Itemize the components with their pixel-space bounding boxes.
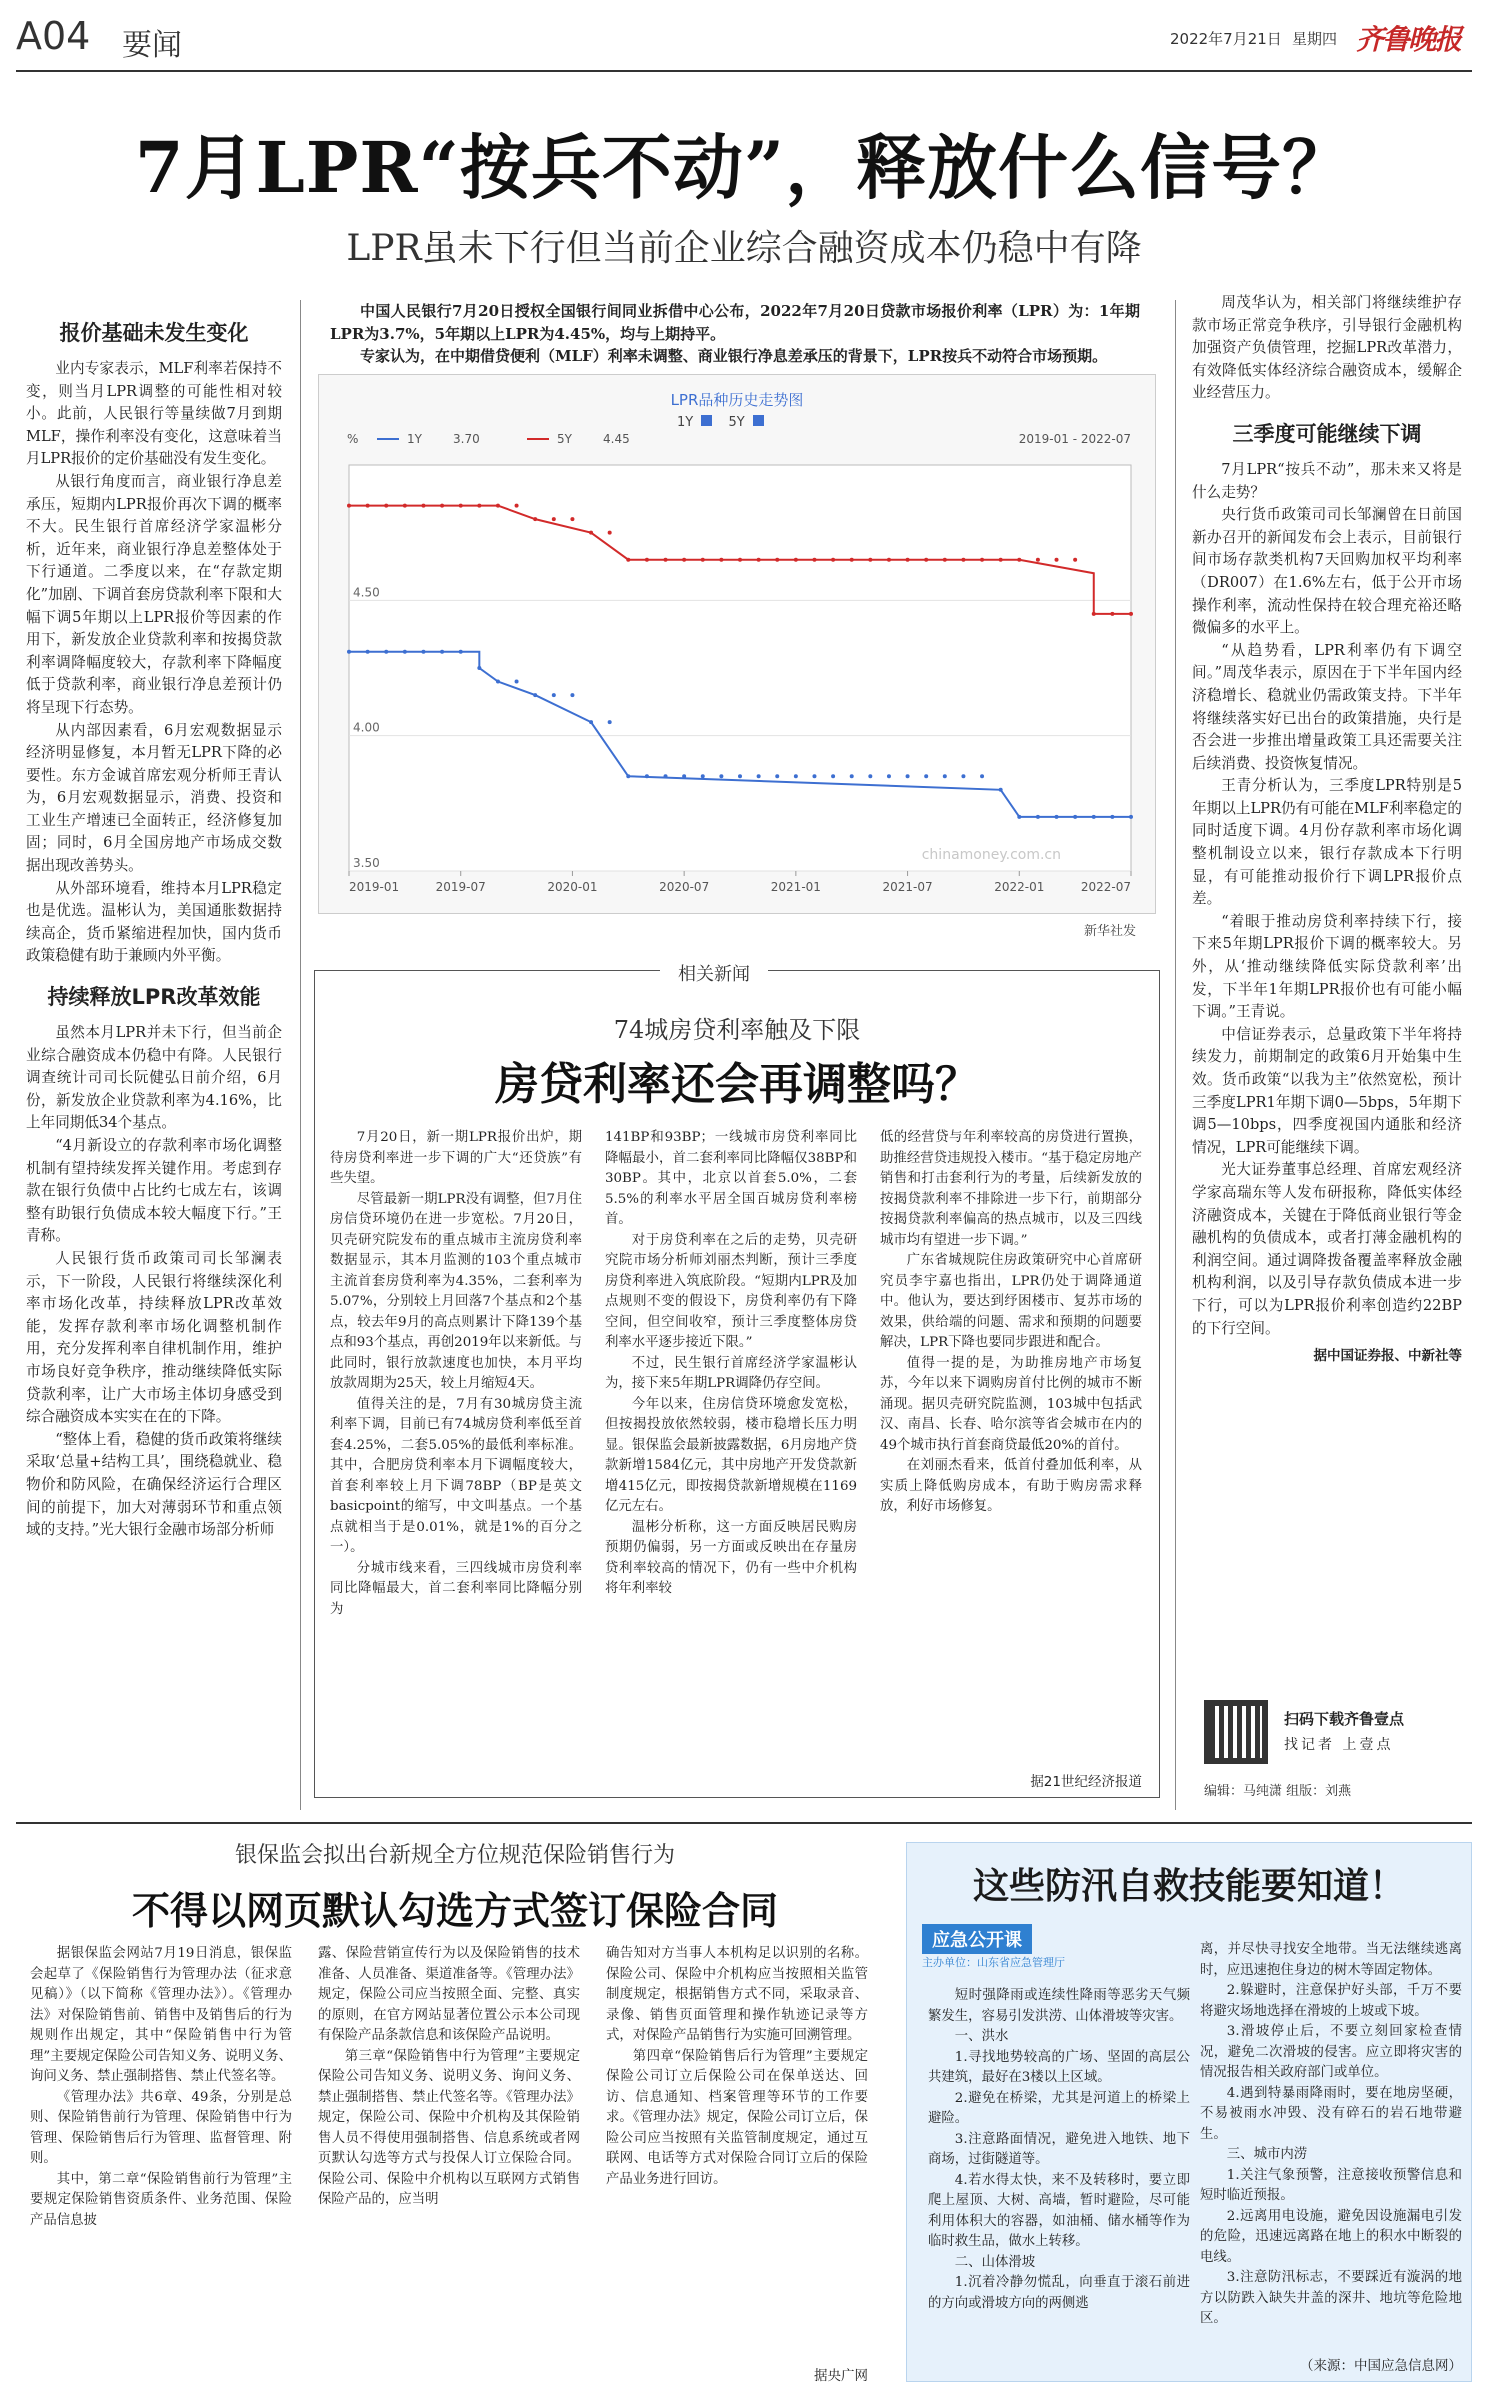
column-divider (300, 300, 301, 1810)
paragraph: 141BP和93BP；一线城市房贷利率同比降幅最小，首二套利率同比降幅仅38BP和30BP。其中，北京以首套5.0%，二套5.5%的利率水平居全国百城房贷利率榜首。 (605, 1130, 857, 1227)
data-point (664, 558, 668, 562)
data-point (924, 558, 928, 562)
paragraph: 广东省城规院住房政策研究中心首席研究员李宇嘉也指出，LPR仍处于调降通道中。他认为，要达到纾困楼市、复苏市场的效果，供给端的问题、需求和预期的问题要解决，LPR下降也要同步跟进和配合。 (880, 1253, 1142, 1350)
data-point (384, 504, 388, 508)
paragraph: 1.寻找地势较高的广场、坚固的高层公共建筑，最好在3楼以上区域。 (928, 2049, 1190, 2085)
data-point (831, 558, 835, 562)
section-heading: 持续释放LPR改革效能 (47, 985, 261, 1010)
paragraph: 7月20日，新一期LPR报价出炉，期待房贷利率进一步下调的广大“还贷族”有些失望。 (330, 1130, 582, 1186)
paragraph: 虽然本月LPR并未下行，但当前企业综合融资成本仍稳中有降。人民银行调查统计司司长阮健弘日前介绍，6月份，新发放企业贷款利率为4.16%，比上年同期低34个基点。 (26, 1024, 282, 1132)
data-point (850, 774, 854, 778)
data-point (570, 517, 574, 521)
data-point (645, 774, 649, 778)
flood-column-2 (1200, 1940, 1462, 2330)
paragraph: 4.若水得太快，来不及转移时，要立即爬上屋顶、大树、高墙，暂时避险，尽可能利用体积大的容器，如油桶、储水桶等作为临时救生品，做水上转移。 (928, 2172, 1190, 2249)
data-point (775, 558, 779, 562)
x-tick-label: 2020-07 (659, 880, 710, 894)
article-column-left (26, 318, 282, 1542)
paragraph: 3.注意防汛标志，不要踩近有漩涡的地方以防跌入缺失井盖的深井、地坑等危险地区。 (1200, 2270, 1462, 2326)
paragraph: 1.关注气象预警，注意接收预警信息和短时临近预报。 (1200, 2167, 1462, 2203)
data-point (403, 650, 407, 654)
paragraph: 2.避免在桥梁，尤其是河道上的桥梁上避险。 (928, 2090, 1190, 2126)
data-point (738, 558, 742, 562)
legend-value: 4.45 (603, 432, 630, 446)
paragraph: 据银保监会网站7月19日消息，银保监会起草了《保险销售行为管理办法（征求意见稿）》（以下简称《管理办法》）。《管理办法》对保险销售前、销售中及销售后的行为规则作出规定，其中“保险销售中行为管理”主要规定保险公司告知义务、说明义务、询问义务、禁止强制搭售、禁止代签名等。 (30, 1946, 292, 2084)
paragraph: “从趋势看，LPR利率仍有下调空间。”周茂华表示，原因在于下半年国内经济稳增长、稳就业仍需政策支持。下半年将继续落实好已出台的政策措施，央行是否会进一步推出增量政策工具还需要关注后续消费、投资恢复情况。 (1192, 641, 1462, 772)
data-point (421, 650, 425, 654)
data-point (570, 693, 574, 697)
data-point (1129, 612, 1133, 616)
editor-credit: 编辑：马纯潇 组版：刘燕 (1204, 1784, 1352, 1799)
paragraph: 第三章“保险销售中行为管理”主要规定保险公司告知义务、说明义务、询问义务、禁止强制搭售、禁止代签名等。《管理办法》规定，保险公司、保险中介机构及其保险销售人员不得使用强制搭售、信息系统或者网页默认勾选等方式与投保人订立保险合同。保险公司、保险中介机构以互联网方式销售保险产品的，应当明 (318, 2048, 580, 2207)
data-point (887, 558, 891, 562)
paragraph: 央行货币政策司司长邹澜曾在日前国新办召开的新闻发布会上表示，目前银行间市场存款类机构7天回购加权平均利率（DR007）在1.6%左右，低于公开市场操作利率，流动性保持在较合理充裕还略微偏多的水平上。 (1192, 506, 1462, 637)
data-point (440, 504, 444, 508)
x-tick-label: 2020-01 (547, 880, 598, 894)
data-point (1055, 558, 1059, 562)
masthead (0, 0, 1488, 70)
lead-paragraph: 中国人民银行7月20日授权全国银行间同业拆借中心公布，2022年7月20日贷款市场报价利率（LPR）为：1年期LPR为3.7%，5年期以上LPR为4.45%，均与上期持平。 (330, 302, 1140, 343)
paragraph: 从内部因素看，6月宏观数据显示经济明显修复，本月暂无LPR下降的必要性。东方金诚首席宏观分析师王青认为，6月宏观数据显示，消费、投资和工业生产增速已全面转正，经济修复加固；同时，6月全国房地产市场成交数据出现改善势头。 (26, 721, 282, 875)
bottom-column-3 (606, 1944, 868, 2190)
related-source: 据21世纪经济报道 (1030, 1774, 1142, 1790)
data-point (961, 774, 965, 778)
data-point (999, 558, 1003, 562)
paragraph: 《管理办法》共6章、49条，分别是总则、保险销售前行为管理、保险销售中行为管理、保险销售后行为管理、监督管理、附则。 (30, 2089, 292, 2166)
data-point (850, 558, 854, 562)
data-point (1092, 815, 1096, 819)
flood-host: 主办单位：山东省应急管理厅 (922, 1956, 1065, 1969)
related-column-3 (880, 1128, 1142, 1518)
paragraph: 短时强降雨或连续性降雨等恶劣天气频繁发生，容易引发洪涝、山体滑坡等灾害。 (928, 1988, 1190, 2024)
paragraph: 一、洪水 (954, 2029, 1009, 2044)
article-column-right (1192, 292, 1462, 1364)
data-point (366, 650, 370, 654)
paragraph: 人民银行货币政策司司长邹澜表示，下一阶段，人民银行将继续深化利率市场化改革，持续释放LPR改革效能，发挥存款利率市场化调整机制作用，充分发挥利率自律机制作用，维护市场良好竞争秩序，推动继续降低实际贷款利率，让广大市场主体切身感受到综合融资成本实实在在的下降。 (26, 1249, 282, 1426)
related-news-tag: 相关新闻 (660, 960, 768, 986)
data-point (1017, 558, 1021, 562)
section-heading: 三季度可能继续下调 (1232, 421, 1422, 446)
data-point (608, 531, 612, 535)
y-tick-label: 4.50 (353, 585, 380, 600)
y-tick-label: 3.50 (353, 856, 380, 870)
bottom-kicker: 银保监会拟出台新规全方位规范保险销售行为 (234, 1843, 675, 1868)
paragraph: 7月LPR“按兵不动”，那未来又将是什么走势？ (1192, 460, 1462, 501)
data-point (421, 504, 425, 508)
data-point (719, 558, 723, 562)
paragraph: 2.躲避时，注意保护好头部，千万不要将避灾场地选择在滑坡的上坡或下坡。 (1200, 1983, 1462, 2019)
data-point (533, 693, 537, 697)
paragraph: 从银行角度而言，商业银行净息差承压，短期内LPR报价再次下调的概率不大。民生银行首席经济学家温彬分析，近年来，商业银行净息差整体处于下行通道。二季度以来，在“存款定期化”加剧、下调首套房贷款利率下限和大幅下调5年期以上LPR报价等因素的作用下，新发放企业贷款利率和按揭贷款利率调降幅度较大，存款利率下降幅度低于贷款利率，商业银行净息差预计仍将呈现下行态势。 (26, 472, 282, 716)
data-point (1110, 815, 1114, 819)
paragraph: 王青分析认为，三季度LPR特别是5年期以上LPR仍有可能在MLF利率稳定的同时适度下调。4月份存款利率市场化调整机制设立以来，银行存款成本下行明显，有可能推动报价行下调LPR报价点差。 (1192, 777, 1462, 908)
unit-label: % (347, 432, 359, 446)
data-point (589, 531, 593, 535)
y-tick-label: 4.00 (353, 720, 380, 735)
page-subtitle: LPR虽未下行但当前企业综合融资成本仍稳中有降 (346, 228, 1142, 269)
paragraph: 二、山体滑坡 (954, 2254, 1036, 2270)
flood-source: （来源：中国应急信息网） (1300, 2358, 1462, 2374)
qr-code[interactable] (1204, 1700, 1268, 1764)
related-column-1 (330, 1128, 582, 1620)
column-divider (1175, 300, 1176, 1810)
paragraph: 其中，第二章“保险销售前行为管理”主要规定保险销售资质条件、业务范围、保险产品信息披 (30, 2171, 292, 2228)
data-point (980, 774, 984, 778)
paragraph: 周茂华认为，相关部门将继续维护存款市场正常竞争秩序，引导银行金融机构加强资产负债管理，挖掘LPR改革潜力，有效降低实体经济综合融资成本，缓解企业经营压力。 (1192, 294, 1462, 402)
data-point (757, 558, 761, 562)
data-point (1073, 558, 1077, 562)
lpr-chart (318, 374, 1156, 914)
data-point (589, 720, 593, 724)
data-point (719, 774, 723, 778)
lead-block (330, 300, 1140, 368)
chart-title: LPR品种历史走势图 (670, 391, 804, 409)
data-point (738, 774, 742, 778)
x-tick-label: 2019-01 (349, 880, 400, 894)
lead-paragraph: 专家认为，在中期借贷便利（MLF）利率未调整、商业银行净息差承压的背景下，LPR按兵不动符合市场预期。 (360, 347, 1108, 366)
data-point (943, 558, 947, 562)
data-point (477, 504, 481, 508)
data-point (943, 774, 947, 778)
qr-label: 扫码下载齐鲁壹点 (1284, 1710, 1405, 1728)
issue-date: 2022年7月21日 (1170, 30, 1282, 48)
section-label: 要闻 (122, 28, 182, 63)
data-point (496, 504, 500, 508)
bottom-column-2 (318, 1944, 580, 2211)
x-tick-label: 2021-07 (882, 880, 933, 894)
data-point (868, 558, 872, 562)
data-point (608, 720, 612, 724)
paragraph: 在刘丽杰看来，低首付叠加低利率，从实质上降低购房成本，有助于购房需求释放，利好市场修复。 (880, 1458, 1142, 1514)
paragraph: 光大证券董事总经理、首席宏观经济学家高瑞东等人发布研报称，降低实体经济融资成本，关键在于降低商业银行等金融机构的负债成本，或者打薄金融机构的利润空间。通过调降拨备覆盖率释放金融机构利润，以及引导存款负债成本进一步下行，可以为LPR报价利率创造约22BP的下行空间。 (1192, 1161, 1462, 1337)
paragraph: 不过，民生银行首席经济学家温彬认为，接下来5年期LPR调降仍存空间。 (605, 1355, 857, 1391)
flood-badge: 应急公开课 (922, 1924, 1032, 1954)
data-point (682, 558, 686, 562)
paragraph: 离，并尽快寻找安全地带。当无法继续逃离时，应迅速抱住身边的树木等固定物体。 (1200, 1942, 1462, 1978)
data-point (1036, 815, 1040, 819)
data-point (477, 666, 481, 670)
toggle-5y-label: 5Y (728, 415, 745, 430)
legend-name: 5Y (557, 432, 572, 446)
paragraph: 三、城市内涝 (1226, 2147, 1308, 2162)
photo-credit: 新华社发 (1084, 924, 1137, 939)
data-point (980, 558, 984, 562)
data-point (552, 517, 556, 521)
chart-watermark: chinamoney.com.cn (921, 847, 1061, 863)
bottom-source: 据央广网 (814, 2368, 868, 2384)
data-point (403, 504, 407, 508)
data-point (496, 680, 500, 684)
article-source: 据中国证券报、中新社等 (1313, 1348, 1462, 1365)
data-point (347, 504, 351, 508)
paragraph: 3.注意路面情况，避免进入地铁、地下商场，过街隧道等。 (928, 2131, 1190, 2167)
x-tick-label: 2022-01 (994, 880, 1045, 894)
paper-logo: 齐鲁晚报 (1356, 23, 1461, 56)
chart-plot (319, 375, 1155, 915)
paragraph: 值得一提的是，为助推房地产市场复苏，今年以来下调购房首付比例的城市不断涌现。据贝壳研究院监测，103城中包括武汉、南昌、长春、哈尔滨等省会城市在内的49个城市执行首套商贷最低20%的首付。 (880, 1355, 1142, 1453)
bottom-title: 不得以网页默认勾选方式签订保险合同 (131, 1888, 778, 1933)
page-title: 7月LPR“按兵不动”，释放什么信号？ (134, 126, 1354, 209)
data-point (1092, 612, 1096, 616)
paragraph: “着眼于推动房贷利率持续下行，接下来5年期LPR报价下调的概率较大。另外，从‘推动继续降低实际贷款利率’出发，下半年1年期LPR报价也有可能小幅下调。”王青说。 (1192, 912, 1462, 1021)
paragraph: 分城市线来看，三四线城市房贷利率同比降幅最大，首二套利率同比降幅分别为 (330, 1560, 582, 1617)
paragraph: “4月新设立的存款利率市场化调整机制有望持续发挥关键作用。考虑到存款在银行负债中占比约七成左右，该调整有助银行负债成本较大幅度下行。”王青称。 (26, 1137, 282, 1245)
flood-column-1 (928, 1986, 1190, 2314)
data-point (701, 774, 705, 778)
data-point (533, 517, 537, 521)
paragraph: 1.沉着冷静勿慌乱，向垂直于滚石前进的方向或滑坡方向的两侧逃 (928, 2275, 1190, 2311)
masthead-rule (16, 70, 1472, 72)
paragraph: 4.遇到特暴雨降雨时，要在地房坚硬，不易被雨水冲毁、没有碎石的岩石地带避生。 (1200, 2085, 1462, 2142)
data-point (812, 774, 816, 778)
data-point (626, 558, 630, 562)
paragraph: 从外部环境看，维持本月LPR稳定也是优选。温彬认为，美国通胀数据持续高企，货币紧缩进程加快，国内货币政策稳健有助于兼顾内外平衡。 (26, 879, 282, 965)
data-point (906, 558, 910, 562)
data-point (1073, 815, 1077, 819)
paragraph: 温彬分析称，这一方面反映居民购房预期仍偏弱，另一方面或反映出在存量房贷利率较高的情况下，仍有一些中介机构将年利率较 (605, 1519, 857, 1596)
data-point (515, 680, 519, 684)
data-point (440, 650, 444, 654)
data-point (1055, 815, 1059, 819)
paragraph: 对于房贷利率在之后的走势，贝壳研究院市场分析师刘丽杰判断，预计三季度房贷利率进入筑底阶段。“短期内LPR及加点规则不变的假设下，房贷利率仍有下降空间，但空间收窄，预计三季度整体房贷利率水平逐步接近下限。” (605, 1232, 857, 1350)
data-point (999, 788, 1003, 792)
section-heading: 报价基础未发生变化 (59, 321, 249, 345)
data-point (757, 774, 761, 778)
data-point (794, 774, 798, 778)
data-point (831, 774, 835, 778)
paragraph: 第四章“保险销售后行为管理”主要规定保险公司订立后保险公司在保单送达、回访、信息通知、档案管理等环节的工作要求。《管理办法》规定，保险公司订立后，保险公司应当按照有关监管制度规定，通过互联网、电话等方式对保险合同订立后的保险产品业务进行回访。 (606, 2048, 868, 2187)
paragraph: 低的经营贷与年利率较高的房贷进行置换，助推经营贷违规投入楼市。“基于稳定房地产销售和打击套利行为的考量，后续新发放的按揭贷款利率不排除进一步下行，前期部分按揭贷款利率偏高的热点城市，以及三四线城市均有望进一步下调。” (880, 1130, 1142, 1248)
data-point (552, 693, 556, 697)
paragraph: 值得关注的是，7月有30城房贷主流利率下调，目前已有74城房贷利率低至首套4.25%，二套5.05%的最低利率标准。其中，合肥房贷利率本月下调幅度较大，首套利率较上月下调78BP（BP是英文basicpoint的缩写，中文叫基点。一个基点就相当于是0.01%，就是1%的百分之一）。 (330, 1396, 582, 1555)
paragraph: 确告知对方当事人本机构足以识别的名称。保险公司、保险中介机构应当按照相关监管制度规定，根据销售方式不同，采取录音、录像、销售页面管理和操作轨迹记录等方式，对保险产品销售行为实施可回溯管理。 (606, 1946, 868, 2043)
data-point (626, 774, 630, 778)
data-point (1036, 558, 1040, 562)
data-point (459, 504, 463, 508)
legend-value: 3.70 (453, 432, 480, 446)
legend-name: 1Y (407, 432, 422, 446)
page-number: A04 (16, 14, 91, 58)
range-label: 2019-01 - 2022-07 (1018, 432, 1131, 446)
data-point (906, 774, 910, 778)
paragraph: 3.滑坡停止后，不要立刻回家检查情况，避免二次滑坡的侵害。应立即将灾害的情况报告相关政府部门或单位。 (1200, 2024, 1462, 2080)
x-tick-label: 2019-07 (435, 880, 486, 894)
x-tick-label: 2022-07 (1080, 880, 1131, 894)
data-point (1017, 815, 1021, 819)
bottom-column-1 (30, 1944, 292, 2231)
data-point (366, 504, 370, 508)
data-point (384, 650, 388, 654)
data-point (645, 558, 649, 562)
paragraph: 今年以来，住房信贷环境愈发宽松，但按揭投放依然较弱，楼市稳增长压力明显。银保监会最新披露数据，6月房地产贷款新增1584亿元，其中房地产开发贷款新增415亿元，即按揭贷款新增规模在1169亿元左右。 (605, 1396, 857, 1514)
paragraph: 2.远离用电设施，避免因设施漏电引发的危险，迅速远离路在地上的积水中断裂的电线。 (1200, 2208, 1462, 2265)
data-point (1110, 612, 1114, 616)
data-point (868, 774, 872, 778)
related-column-2 (605, 1128, 857, 1600)
toggle-1y-label: 1Y (677, 415, 694, 430)
data-point (682, 774, 686, 778)
data-point (1129, 815, 1133, 819)
data-point (515, 504, 519, 508)
section-divider (16, 1822, 1472, 1824)
data-point (701, 558, 705, 562)
data-point (812, 558, 816, 562)
paragraph: “整体上看，稳健的货币政策将继续采取‘总量+结构工具’，围绕稳就业、稳物价和防风险，在确保经济运行合理区间的前提下，加大对薄弱环节和重点领域的支持。”光大银行金融市场部分析师 (26, 1430, 282, 1539)
data-point (961, 558, 965, 562)
flood-title: 这些防汛自救技能要知道！ (972, 1865, 1405, 1907)
qr-sublabel: 找记者 上壹点 (1284, 1737, 1394, 1753)
related-kicker: 74城房贷利率触及下限 (613, 1016, 861, 1044)
x-tick-label: 2021-01 (770, 880, 821, 894)
issue-weekday: 星期四 (1292, 30, 1338, 48)
paragraph: 中信证券表示，总量政策下半年将持续发力，前期制定的政策6月开始集中生效。货币政策“以我为主”依然宽松，预计三季度LPR1年期下调0—5bps，5年期下调5—10bps，四季度视国内通胀和经济情况，LPR可能继续下调。 (1192, 1025, 1462, 1156)
paragraph: 露、保险营销宣传行为以及保险销售的技术准备、人员准备、渠道准备等。《管理办法》规定，保险公司应当按照全面、完整、真实的原则，在官方网站显著位置公示本公司现有保险产品条款信息和该保险产品说明。 (318, 1946, 580, 2043)
related-title: 房贷利率还会再调整吗？ (495, 1059, 979, 1110)
data-point (887, 774, 891, 778)
paragraph: 业内专家表示，MLF利率若保持不变，则当月LPR调整的可能性相对较小。此前，人民银行等量续做7月到期MLF，操作利率没有变化，这意味着当月LPR报价的定价基础没有发生变化。 (26, 360, 282, 468)
data-point (347, 650, 351, 654)
data-point (459, 650, 463, 654)
data-point (924, 774, 928, 778)
data-point (794, 558, 798, 562)
data-point (775, 774, 779, 778)
paragraph: 尽管最新一期LPR没有调整，但7月住房信贷环境仍在进一步宽松。7月20日，贝壳研究院发布的重点城市主流房贷利率数据显示，其本月监测的103个重点城市主流首套房贷利率为4.35%，二套利率为5.07%，分别较上月回落7个基点和2个基点，较去年9月的高点则累计下降139个基点和93个基点，再创2019年以来新低。与此同时，银行放款速度也加快，本月平均放款周期为25天，较上月缩短4天。 (330, 1191, 582, 1391)
data-point (664, 774, 668, 778)
